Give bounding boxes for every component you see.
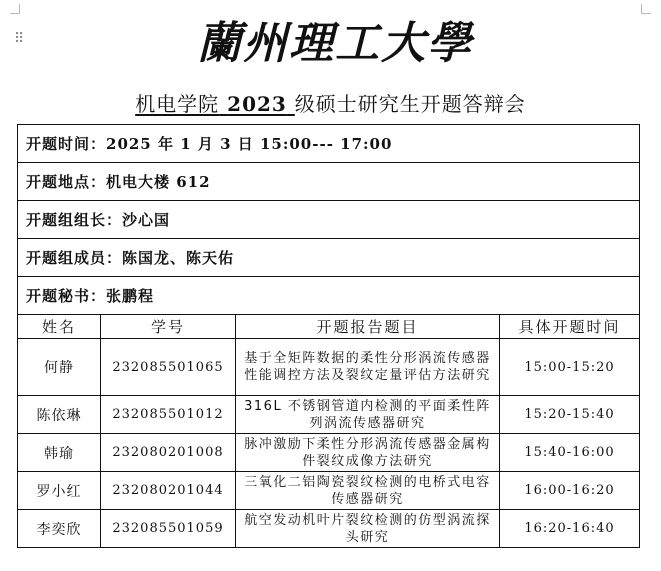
header-topic: 开题报告题目 xyxy=(236,315,500,339)
logo-text: 蘭州理工大學 xyxy=(197,18,473,69)
table-row xyxy=(18,510,640,548)
student-id: 232085501059 xyxy=(101,510,236,548)
info-row-time xyxy=(18,125,640,163)
table-move-handle-icon[interactable]: ⠿ xyxy=(14,31,23,47)
student-name: 何静 xyxy=(18,339,101,396)
report-topic: 基于全矩阵数据的柔性分形涡流传感器性能调控方法及裂纹定量评估方法研究 xyxy=(236,339,500,396)
report-topic: 航空发动机叶片裂纹检测的仿型涡流探头研究 xyxy=(236,510,500,548)
student-id: 232085501012 xyxy=(101,396,236,434)
info-row-leader xyxy=(18,201,640,239)
student-name: 罗小红 xyxy=(18,472,101,510)
table-row xyxy=(18,339,640,396)
info-row-secretary xyxy=(18,277,640,315)
page-corner-mark-left xyxy=(10,4,20,14)
group-members: 开题组成员：陈国龙、陈天佑 xyxy=(18,239,640,277)
table-row xyxy=(18,472,640,510)
student-id: 232080201008 xyxy=(101,434,236,472)
report-topic: 三氧化二铝陶瓷裂纹检测的电桥式电容传感器研究 xyxy=(236,472,500,510)
defense-slot: 15:00-15:20 xyxy=(500,339,640,396)
document-title xyxy=(0,90,661,118)
defense-schedule-table xyxy=(17,124,640,548)
header-student-id: 学号 xyxy=(101,315,236,339)
defense-slot: 16:00-16:20 xyxy=(500,472,640,510)
report-topic: 脉冲激励下柔性分形涡流传感器金属构件裂纹成像方法研究 xyxy=(236,434,500,472)
header-time: 具体开题时间 xyxy=(500,315,640,339)
student-name: 陈依琳 xyxy=(18,396,101,434)
secretary: 开题秘书：张鹏程 xyxy=(18,277,640,315)
defense-time: 开题时间：2025 年 1 月 3 日 15:00--- 17:00 xyxy=(18,125,640,163)
defense-location: 开题地点：机电大楼 612 xyxy=(18,163,640,201)
title-rest: 级硕士研究生开题答辩会 xyxy=(294,92,526,116)
table-header-row xyxy=(18,315,640,339)
header-name: 姓名 xyxy=(18,315,101,339)
table-row xyxy=(18,434,640,472)
info-row-location xyxy=(18,163,640,201)
group-leader: 开题组组长：沙心国 xyxy=(18,201,640,239)
table-row xyxy=(18,396,640,434)
student-id: 232085501065 xyxy=(101,339,236,396)
title-college: 机电学院 xyxy=(135,92,220,116)
report-topic: 316L 不锈钢管道内检测的平面柔性阵列涡流传感器研究 xyxy=(236,396,500,434)
university-logo xyxy=(190,6,480,76)
title-year: 2023 xyxy=(227,92,287,116)
defense-slot: 15:20-15:40 xyxy=(500,396,640,434)
page-corner-mark-right xyxy=(641,4,651,14)
defense-slot: 16:20-16:40 xyxy=(500,510,640,548)
student-name: 李奕欣 xyxy=(18,510,101,548)
student-id: 232080201044 xyxy=(101,472,236,510)
info-row-members xyxy=(18,239,640,277)
defense-slot: 15:40-16:00 xyxy=(500,434,640,472)
student-name: 韩瑜 xyxy=(18,434,101,472)
